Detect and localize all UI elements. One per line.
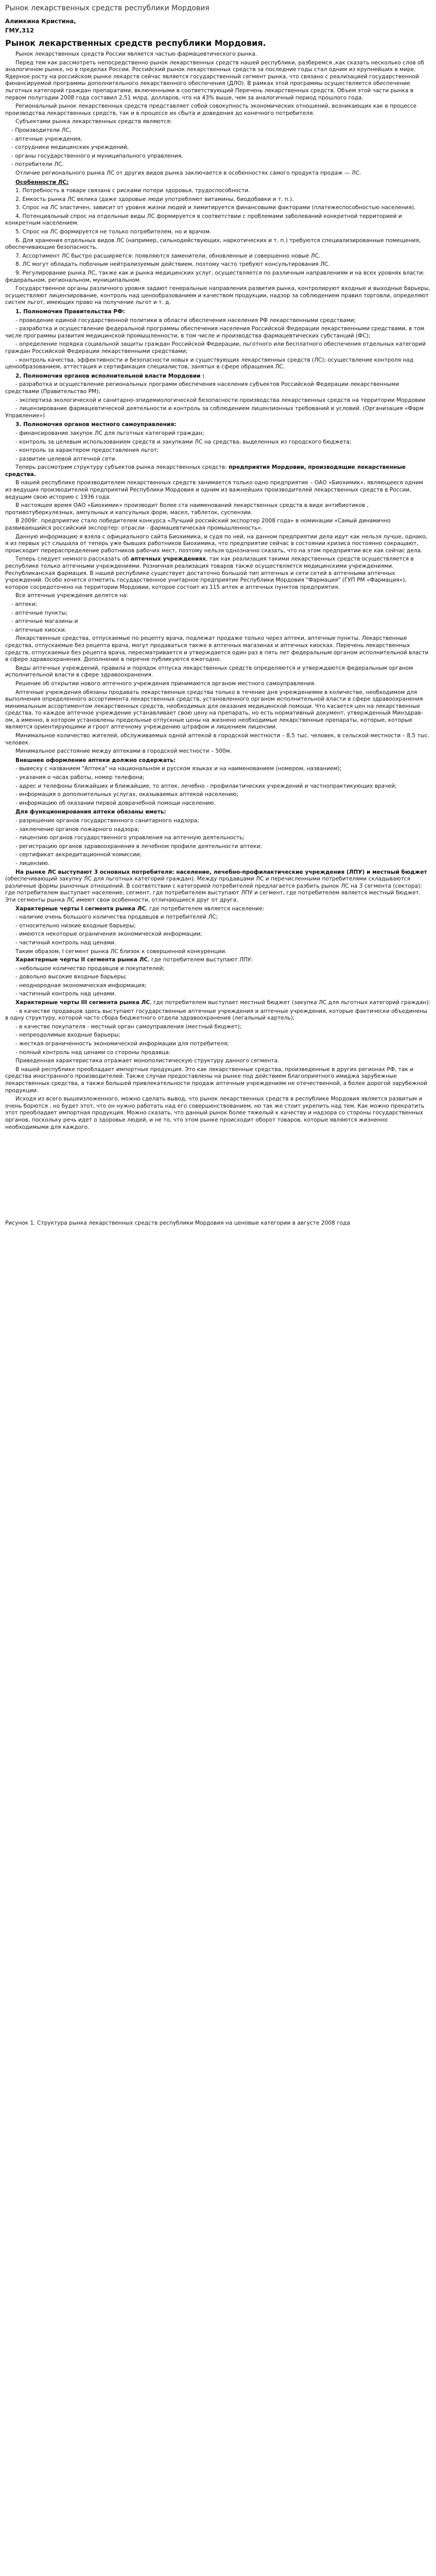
paragraph: Исходя из всего вышеизложенного, можно сделать вывод, что рынок лекарственных средств в республике Мордовия является развитым и очень борются , но будет этот, что он нужно работать над его совершенствованием, но так же стоит укрепить над тем. Как можно прекратить этот преобладает импортная продукция. Можно сказать, что данный рынок более тяжелый к качеству и надзора со стороны государственных органов, поскольку речь идет о здоровье людей, и не то, что этом рынке происходит оборот товаров, которые являются жизненно необходимыми для каждого. (5, 1096, 425, 1130)
paragraph: - полный контроль над ценами со стороны продавца. (15, 1049, 171, 1056)
paragraph: - разработка и осуществление федеральной программы обеспечения населения Российской Федерации лекарственными средствами, в том числе программы развития медицинской промышленности, в том числе и производства фармацевтических субстанций (ФС); (5, 326, 425, 339)
paragraph: - частичный контроль над ценами. (15, 991, 116, 997)
paragraph: В нашей республике преобладает импортные продукция. Это как лекарственные средства, произведенные в других регионах РФ, так и средства иностранного производителей. Также случаи предоставлены на рынке под действием благоприятного имиджа зарубежные лекарственных средства, а также большей привлекательности продаж аптечным учреждениям не отечественной, а более дорогой зарубежной продукции. (5, 1066, 427, 1094)
section-heading: Внешнее оформление аптеки должно содержать: (15, 757, 176, 764)
paragraph: 7. Ассортимент ЛС быстро расширяется: появляются заменители, обновленные и совершенно новые ЛС. (15, 252, 321, 259)
student-group: ГМУ,312 (5, 27, 34, 34)
list-item: - аптечные магазины и (11, 618, 78, 625)
paragraph: - регистрацию органов здравоохранения в лечебном профиле деятельности аптеки; (15, 843, 262, 850)
paragraph: Отличие регионального рынка ЛС от других видов рынка заключается в особенностях самого продукта продаж — ЛС. (15, 170, 361, 176)
paragraph: - сертификат аккредитационной комиссии; (15, 852, 142, 858)
author-name: Алимкина Кристина, (5, 18, 76, 25)
paragraph: - жесткая ограниченность экономической информации для потребителя; (15, 1041, 229, 1047)
list-item: - органы государственного и муниципального управления, (11, 152, 183, 159)
list-item: - сотрудники медицинских учреждений, (11, 144, 129, 151)
paragraph: Таким образом, I сегмент рынка ЛС близок к совершенной конкуренции. (15, 948, 227, 955)
list-item: - потребители ЛС. (11, 161, 64, 168)
paragraph: Теперь рассмотрим структуру субъектов рынка лекарственных средств: предприятия Мордовии, производящие лекарственные средства. (5, 464, 406, 478)
paragraph: - лицензирование фармацевтической деятельности и контроль за соблюдением лицензионных требований и условий. (Организация «Фарм Управление») (5, 405, 424, 419)
paragraph: 4. Потенциальный спрос на отдельные виды ЛС формируется в соответствии с проблемами заболеваний конкретной территорией и конкретным населением. (5, 213, 402, 227)
figure-placeholder (5, 1132, 431, 1215)
paragraph: Характерные черты I сегмента рынка ЛС, где потребителем является население: (15, 905, 265, 912)
paragraph: - контроль за целевым использованием средств и закупками ЛС на средства, выделенных из городского бюджета; (15, 438, 352, 445)
paragraph: 1. Потребность в товаре связана с рисками потери здоровья, трудоспособности. (15, 188, 250, 194)
paragraph: Минимальное количество жителей, обслуживаемых одной аптекой в городской местности – 8,5 тыс. человек, в сельской местности – 8,5 тыс. человек. (5, 733, 430, 746)
paragraph: - довольно высокие входные барьеры; (15, 974, 127, 980)
paragraph: Аптечные учреждения обязаны продавать лекарственные средства только в течение дня учреждениями в количестве, необходимом для выполнения определенного ассортимента лекарственных средств, установленного органом исполнительной власти в сфере здравоохранения минимальным ассортиментом лекарственных средств, необходимых для оказания медицинской помощи. Что касается цен на лекарственные средства, то каждое аптечное учреждение устанавливает свою цену на препарать, но есть нормативный документ, утвержденный Минздрав-ом, а именно, в котором установлены предельные отпускные цены на жизнено необходимые лекарственные препараты, которые, которые являются ориентирующими и гроот аптечному учреждению штрафом и лишением лицензии. (5, 689, 423, 731)
paragraph: Решение об открытии нового аптечного учреждения принимаются органом местного самоуправления. (15, 680, 316, 687)
document-page (0, 0, 436, 1233)
paragraph: - лицензию органов государственного управления на аптечную деятельность; (15, 835, 245, 841)
paragraph: В настоящее время ОАО «Биохимик» производит более ста наименований лекарственных средств в виде антибиотиков , противотуберкулезных, ампульных и капсульных форм, масел, таблеток, суспензии. (5, 502, 369, 516)
page-title: Рынок лекарственных средств республики Мордовия (5, 4, 210, 12)
section-heading: Для функционирования аптеки обязаны иметь: (15, 809, 166, 816)
list-item: - Производители ЛС, (11, 127, 72, 133)
paragraph: - информация о дополнительных услугах, оказываемых аптекой населению; (15, 791, 239, 798)
paragraph: - наличие очень большого количества продавцов и потребителей ЛС; (15, 914, 218, 921)
paragraph: - адрес и телефоны ближайших и ближайшие, то аптек, лечебно - профилактических учреждений и частнопрактикующих врачей; (15, 783, 397, 789)
section-heading: 1. Полномочия Правительства РФ: (15, 309, 125, 315)
paragraph: В нашей республике производителем лекарственных средств занимается только одно предприятие – ОАО «Биохимик», являющееся одним из ведущих производителей предприятий Республики Мордовия и одним из важнейших производителей лекарственных средств в России, ведущим свою историю с 1936 года. (5, 480, 423, 500)
paragraph: - развитие целевой аптечной сети. (15, 455, 117, 462)
paragraph: 8. ЛС могут обладать побочным нейтрализуемым действием, поэтому часто требуют консультирования ЛС. (15, 261, 330, 268)
list-item: - аптечные учреждения, (11, 135, 82, 142)
paragraph: - финансирование закупок ЛС для льготных категорий граждан; (15, 430, 204, 436)
paragraph: - экспертиза экологической и санитарно-эпидемиологической безопасности производства лекарственных средств на территории Мордовии (15, 397, 426, 403)
paragraph: - в качестве покупателя - местный орган самоуправления (местный бюджет); (15, 1023, 242, 1030)
paragraph: Рынок лекарственных средств России является частью фармацевтического рынка. (15, 51, 257, 57)
paragraph: 2. Емкость рынка ЛС велика (даже здоровые люди употребляют витамины, биодобавки и т. п.). (15, 196, 294, 202)
paragraph: - непреодолимые входные барьеры; (15, 1032, 120, 1039)
paragraph: 9. Регулирование рынка ЛС, также как и рынка медицинских услуг, осуществляется по различным направлениям и на всех уровнях власти: федеральном, региональном, муниципальном. (5, 270, 425, 283)
document-body (5, 51, 431, 1131)
paragraph: - определение порядка социальной защиты граждан Российской Федерации, льготного или бесплатного обеспечения отдельных категорий граждан Российской Федерации лекарственными средствами; (5, 341, 426, 354)
paragraph: Приведенная характеристика отражает монополистическую структуру данного сегмента. (15, 1058, 280, 1064)
paragraph: - частичный контроль над ценами. (15, 939, 116, 946)
paragraph: - имеются некоторые ограничения экономической информации; (15, 931, 202, 938)
list-item: - аптечные киоски. (11, 626, 66, 633)
paragraph: - неоднородная экономическая информация; (15, 982, 147, 989)
paragraph: - заключение органов пожарного надзора; (15, 826, 139, 833)
paragraph: - вывеску с названием "Аптека" на национальном и русском языках и на наименованием (номером, названием); (15, 766, 342, 772)
paragraph: Государственное органы различного уровня задают генеральные направления развития рынка, контролируют входные и выходные барьеры, осуществляют лицензирование, контроль над ценообразованием и качеством продукции, надзор за соблюдением правил торговли, определяют систем льгот, имеющих право на получение льгот и т. д. (5, 285, 430, 306)
paragraph: - небольшое количество продавцов и покупателей; (15, 965, 165, 972)
paragraph: - проведение единой государственной политики в области обеспечения населения РФ лекарственными средствами; (15, 317, 356, 324)
paragraph: - лицензию. (15, 860, 50, 867)
figure-caption: Рисунок 1. Структура рынка лекарственных средств республики Мордовия на ценовые категории в августе 2008 года (5, 1220, 351, 1227)
paragraph: Минимальное расстояние между аптеками в городской местности – 500м. (15, 748, 232, 755)
paragraph: На рынке ЛС выступают 3 основных потребителя: население, лечебно-профилактические учреждения (ЛПУ) и местный бюджет (обеспечивающий закупку ЛС для льготных категорий граждан). Между продавцами ЛС и перечисленными потребителями складываются различные формы рыночных отношений. В соответствии с категорией потребителей предлагается разбить рынок ЛС на 3 сегмента (сектора): где потребителем выступает население, сегмент, где потребителем выступают ЛПУ и сегмент, где потребителем является местный бюджет. Эти сегменты рынка ЛС имеют свои особенности, отличающиеся друг от друга. (5, 869, 427, 903)
section-heading: Особенности ЛС: (15, 179, 69, 185)
paragraph: В 2009г. предприятие стало победителем конкурса «Лучший российский экспортер 2008 года» в номинации «Самый динамично развивающийся российский экспортер: отрасли - фармацевтическая промышленность». (5, 518, 391, 532)
paragraph: - разработка и осуществление региональных программ обеспечения населения субъектов Российской Федерации лекарственными средствами (Правительство РМ); (5, 381, 399, 395)
paragraph: Теперь следует немного рассказать об аптечных учреждениях, так как реализация такими лекарственных средств осуществляется в республике только аптечными учреждениями. Розничная реализация товаров также осуществляется медицинскими учреждениями. Республиканская фармация. В нашей республике существует достаточно большой тип аптечных и сети сетей в аптечными аптечных учреждений. Особо хочется отметить государственное унитарное предприятие Республики Мордовия "Фармация" (ГУП РМ «Фармация»), которое сосредоточено на территории Мордовии, которое состоит из 115 аптек и аптечных пунктов предприятия. (5, 556, 414, 590)
paragraph: - указания о часах работы, номер телефона; (15, 774, 145, 781)
section-heading: 2. Полномочия органов исполнительной власти Мордовии : (15, 372, 205, 379)
paragraph: - контроль качества, эффективности и безопасности новых и существующих лекарственных средств (ЛС); осуществление контроля над ценообразованием, аттестация и сертификация специалистов, занятых в сфере обращения ЛС. (5, 357, 414, 370)
paragraph: Все аптечные учреждения делятся на: (15, 592, 128, 599)
list-item: - аптечные пункты; (11, 609, 68, 616)
paragraph: - контроль за характером предоставления льгот; (15, 447, 159, 454)
paragraph: 6. Для хранения отдельных видов ЛС (например, сильнодействующих, наркотических и т. п.) требуются специализированные помещения, обеспечивающие безопасность. (5, 237, 421, 251)
paragraph: Лекарственные средства, отпускаемые по рецепту врача, подлежат продаже только через аптеки, аптечные пункты. Лекарственные средства, отпускаемые без рецепта врача, могут продаваться также в аптечных магазинах и аптечных киосках. Перечень лекарственных средств, отпускаемых без рецепта врача, пересматривается и утверждается один раз в пять лет федеральным органом исполнительной власти в сфере здравоохранения. Дополнение в перечне публикуются ежегодно. (5, 635, 429, 663)
document-heading: Рынок лекарственных средств республики Мордовия. (5, 38, 266, 48)
paragraph: Характерные черты III сегмента рынка ЛС, где потребителем выступает местный бюджет (закупка ЛС для льготных категорий граждан): (15, 999, 431, 1006)
list-item: - аптеки; (11, 601, 38, 607)
paragraph: - разрешение органов государственного санитарного надзора; (15, 818, 199, 824)
paragraph: Виды аптечных учреждений, правила и порядок отпуска лекарственных средств определяются и утверждаются федеральным органом исполнительной власти в сфере здравоохранения. (5, 665, 413, 679)
paragraph: Региональный рынок лекарственных средств представляет собой совокупность экономических отношений, возникающих как в процессе производства лекарственных средств, так и в процессе их сбыта и доведения до конечного потребителя. (5, 103, 417, 116)
paragraph: - относительно низкие входные барьеры; (15, 922, 136, 929)
paragraph: - информацию об оказании первой доврачебной помощи населению. (15, 800, 216, 806)
paragraph: Перед тем как рассмотреть непосредственно рынок лекарственных средств нашей республики, разберемся ,как сказать несколько слов об аналогичном рынке, но в пределах России. Российский рынок лекарственных средств за последние годы стал одним из крупнейших в мире. Ядерное росту на российском рынке лекарств сейчас является государственный сегмент рынка, что связано с реализацией государственной финансируемой программы дополнительного лекарственного обеспечения (ДЛО). В рамках этой программы осуществляется обеспечение льготных категорий граждан препаратами, включенными в соответствующий Перечень лекарственных средств. Объем этой части рынка в первом полугодии 2008 года составил 2,51 млрд. долларов, что на 43% выше, чем за аналогичный период прошлого года. (5, 59, 424, 101)
section-heading: 3. Полномочия органов местного самоуправления: (15, 421, 177, 428)
paragraph: 3. Спрос на ЛС эластичен, зависит от уровня жизни людей и лимитируется финансовыми факторами (платежеспособностью населения). (15, 205, 416, 211)
paragraph: 5. Спрос на ЛС формируется не только потребителем, но и врачом. (15, 229, 212, 235)
paragraph: Субъектами рынка лекарственных средств являются: (15, 118, 172, 125)
paragraph: Характерные черты II сегмента рынка ЛС, где потребителем выступают ЛПУ: (15, 957, 253, 963)
paragraph: - в качестве продавцов здесь выступают государственные аптечные учреждения и аптечные учреждения, которые фактически объединены в одну структуру, которой часто сбора бюджетного отдела здравоохранения (легальный картель); (5, 1008, 428, 1022)
paragraph: Данную информацию я взяла с официального сайта Биохимика, и судя по ней, на данном предприятии дела идут как нельзя лучше, однако, я из первых уст слышала от теперь уже бывших работников Биохимика, что предприятие сейчас в состоянии кризиса постоянно сокращают, происходит перераспределение работников рабочих мест, поэтому нельзя однозначно сказать, что на этом предприятии все как сейчас дела. (5, 533, 428, 554)
